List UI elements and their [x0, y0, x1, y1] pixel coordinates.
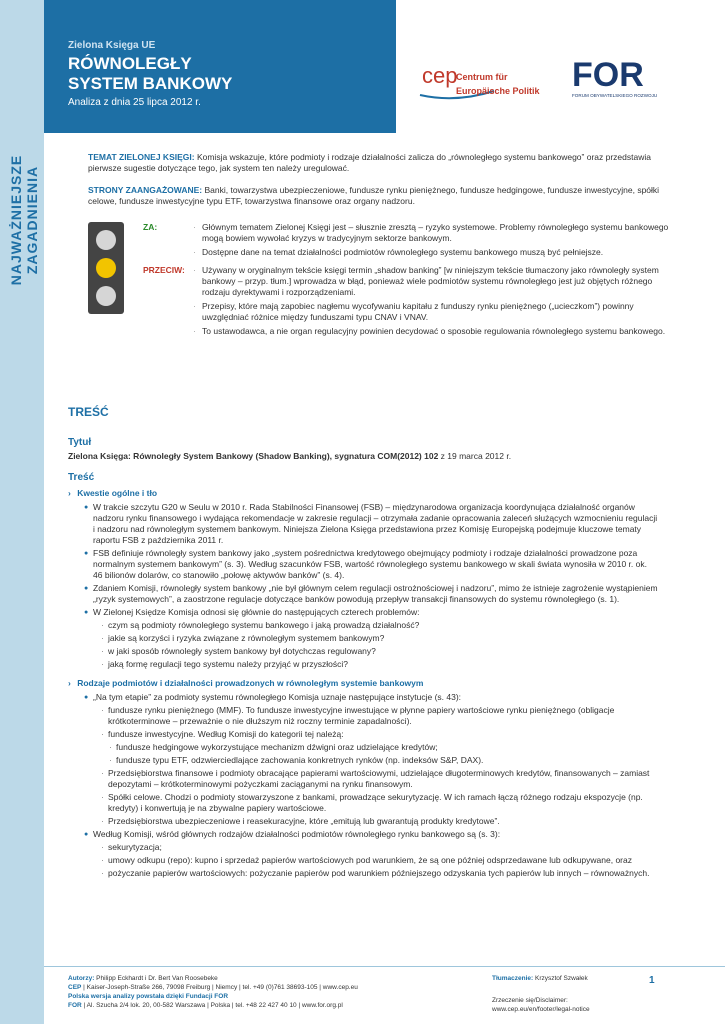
cep-name [456, 70, 540, 98]
sublist-item: · fundusze inwestycyjne. Według Komisji do kategorii tej należą: [101, 729, 658, 740]
sublist-item: · umowy odkupu (repo): kupno i sprzedaż papierów wartościowych pod warunkiem, że są one później odsprzedawane lub odkupywane, oraz [101, 855, 658, 866]
list-item-text: W Zielonej Księdze Komisja odnosi się głównie do następujących czterech problemów: [93, 607, 420, 617]
title-heading: Tytuł [68, 437, 92, 448]
document-reference [68, 451, 658, 462]
parties-block [88, 185, 678, 207]
for-label: FOR [68, 1002, 82, 1009]
sublist [101, 705, 658, 740]
page-footer [44, 966, 725, 1024]
sublist-item: · czym są podmioty równoległego systemu bankowego i jaką prowadzą działalność? [101, 620, 658, 631]
list-item [84, 692, 658, 827]
disclaimer-label: Zrzeczenie się/Disclaimer: [492, 997, 568, 1004]
vertical-label-line-2: ZAGADNIENIA [24, 165, 40, 275]
list-item-text: FSB definiuje równoległy system bankowy jako „system pośrednictwa kredytowego obejmujący podmioty i rodzaje działalności prowadzone poza normalnym systemem bankowym” (s. 3). Według szacunków FSB, wartość równoległego systemu bankowego w skali świata wynosiła w 2010 r. ok. 46 bilionów dolarów, co stanowiło „połowę aktywów banków” (s. 4). [93, 548, 647, 580]
traffic-light-yellow-icon [96, 258, 116, 278]
polish-version-label: Polska wersja analizy powstała dzięki Fundacji FOR [68, 993, 229, 1000]
contra-item: · Używany w oryginalnym tekście księgi termin „shadow banking” [w niniejszym tekście tłumaczony jako równoległy system bankowy – przyp. tłum.] wprowadza w błąd, ponieważ wiele podmiotów systemu równoległego jest już objętych różnego rodzaju dyrektywami i rozporządzeniami. [193, 265, 673, 298]
contra-label: PRZECIW: [143, 265, 185, 275]
sublist-item: · pożyczanie papierów wartościowych: pożyczanie papierów pod warunkiem późniejszego odzyskania tych papierów lub innych – równoważnych. [101, 868, 658, 879]
cep-name-line-2: Europäische Politik [456, 86, 540, 96]
parties-text: Banki, towarzystwa ubezpieczeniowe, fundusze rynku pieniężnego, fundusze hedgingowe, fundusze inwestycyjne, spółki celowe, fundusze inwestycyjne typu ETF, towarzystwa finansowe oraz organy nadzoru. [88, 185, 660, 206]
list-item-text: W trakcie szczytu G20 w Seulu w 2010 r. Rada Stabilności Finansowej (FSB) – międzynarodowa organizacja koordynująca działalność organów nadzoru rynku finansowego i wydająca rekomendacje w zakresie regulacji – otrzymała zadanie opracowania zaleceń służących wzmocnieniu regulacji i nadzoru nad równoległym systemem bankowym. Niniejsza Zielona Księga przedstawiona przez Komisję Europejską podejmuje kluczowe tematy raportu FSB z października 2011 r. [93, 502, 658, 545]
header-subtitle: Zielona Księga UE [68, 40, 156, 51]
page-header [44, 0, 725, 133]
list-item [84, 607, 658, 670]
pro-item: · Dostępne dane na temat działalności podmiotów równoległego systemu bankowego muszą być pełniejsze. [193, 247, 673, 258]
list-item-text: „Na tym etapie” za podmioty systemu równoległego Komisja uznaje następujące instytucje (s. 43): [93, 692, 462, 702]
cep-label: CEP [68, 984, 82, 991]
sublist-item: · Spółki celowe. Chodzi o podmioty stowarzyszone z bankami, prowadzące sekurytyzację. W ich ramach łączą różnego rodzaju ekspozycje (np. kredyty) i konwertują je na zbywalne papiery wartościowe. [101, 792, 658, 814]
sublist-item: · fundusze rynku pieniężnego (MMF). To fundusze inwestycyjne inwestujące w płynne papiery wartościowe rynku pieniężnego (obligacje krótkoterminowe – przeważnie o nie dłuższym niż roczny terminie zapadalności). [101, 705, 658, 727]
for-address: | Al. Szucha 2/4 lok. 20, 00-582 Warszawa | Polska | tel. +48 22 427 40 10 | www.for.org.pl [81, 1002, 343, 1009]
contra-list [193, 265, 673, 340]
list-item-text: Zdaniem Komisji, równoległy system bankowy „nie był głównym celem regulacji ostrożnościowej i nadzoru”, mimo że istnieje zagrożenie wystąpieniem „ryzyk systemowych”, a zaostrzone regulacje dotyczące banków powodują przepływ transakcji finansowych do systemu równoległego (s. 1). [93, 583, 658, 604]
footer-cep-address [68, 983, 468, 992]
sublist-item: · jaką formę regulacji tego systemu należy przyjąć w przyszłości? [101, 659, 658, 670]
pro-item: · Głównym tematem Zielonej Księgi jest – słusznie zresztą – ryzyko systemowe. Problemy równoległego systemu bankowego mogą bowiem wywołać kryzys w tradycyjnym sektorze bankowym. [193, 222, 673, 244]
list-item [84, 583, 658, 605]
sublist-item: · w jaki sposób równoległy system bankowy był dotychczas regulowany? [101, 646, 658, 657]
list-item-text: Według Komisji, wśród głównych rodzajów działalności podmiotów równoległego rynku bankowego są (s. 3): [93, 829, 501, 839]
traffic-light-top-icon [96, 230, 116, 250]
list-item [84, 548, 658, 581]
content-subheading: Treść [68, 472, 95, 483]
contra-item: · Przepisy, które mają zapobiec nagłemu wycofywaniu kapitału z funduszy rynku pieniężnego („ucieczkom”) powinny uwzględniać różnice między funduszami typu CNAV i VNAV. [193, 301, 673, 323]
sublist-item: · fundusze typu ETF, odzwierciedlające zachowania konkretnych rynków (np. indeksów S&P, DAX). [109, 755, 658, 766]
topic-text: Komisja wskazuje, które podmioty i rodzaje działalności zalicza do „równoległego systemu bankowego” oraz przedstawia pierwsze sugestie dotyczące tego, jak system ten należy uregulować. [88, 152, 651, 173]
sublist-item: · Przedsiębiorstwa finansowe i podmioty obracające papierami wartościowymi, udzielające długoterminowych kredytów, finansowanych – zamiast depozytami – krótkoterminowymi pożyczkami zaciąganymi na rynku finansowym. [101, 768, 658, 790]
header-title-band [44, 0, 396, 133]
traffic-light-bottom-icon [96, 286, 116, 306]
content-heading: TREŚĆ [68, 405, 109, 419]
analysis-date: Analiza z dnia 25 lipca 2012 r. [68, 97, 201, 108]
translator-name: Krzysztof Szwałek [533, 975, 588, 982]
list-item [84, 502, 658, 546]
footer-translation [492, 974, 642, 983]
topic-general-background: › Kwestie ogólne i tło [68, 488, 658, 498]
sublist-item: · Przedsiębiorstwa ubezpieczeniowe i reasekuracyjne, które „emitują lub gwarantują produkty kredytowe”. [101, 816, 658, 827]
topic1-list [84, 502, 658, 670]
parties-label: STRONY ZAANGAŻOWANE: [88, 185, 203, 195]
sublist [101, 842, 658, 879]
cep-mark: cep [422, 63, 458, 88]
pro-list [193, 222, 673, 261]
sublist-nested [109, 742, 658, 766]
main-content [68, 405, 658, 881]
title-line-2: SYSTEM BANKOWY [68, 74, 233, 93]
topic-block [88, 152, 673, 174]
contra-item: · To ustawodawca, a nie organ regulacyjny powinien decydować o sposobie regulowania równoległego systemu bankowego. [193, 326, 673, 337]
cep-address: | Kaiser-Joseph-Straße 266, 79098 Freiburg | Niemcy | tel. +49 (0)761 38693-105 | www.cep.eu [81, 984, 358, 991]
traffic-light-icon [88, 222, 124, 314]
pro-label: ZA: [143, 222, 158, 232]
footer-polish-version [68, 992, 468, 1001]
list-item [84, 829, 658, 879]
title-line-1: RÓWNOLEGŁY [68, 54, 192, 73]
for-logo-icon [570, 54, 660, 100]
authors-label: Autorzy: [68, 975, 95, 982]
topic-label: TEMAT ZIELONEJ KSIĘGI: [88, 152, 195, 162]
translation-label: Tłumaczenie: [492, 975, 534, 982]
footer-authors [68, 974, 468, 983]
cep-name-line-1: Centrum für [456, 72, 508, 82]
topic2-list [84, 692, 658, 879]
sublist-item: · fundusze hedgingowe wykorzystujące mechanizm dźwigni oraz udzielające kredytów; [109, 742, 658, 753]
topic-entities-activities: › Rodzaje podmiotów i działalności prowadzonych w równoległym systemie bankowym [68, 678, 658, 688]
footer-for-address [68, 1001, 468, 1010]
footer-disclaimer [492, 996, 652, 1014]
sublist-item: · sekurytyzacja; [101, 842, 658, 853]
key-issues-vertical-label [8, 120, 40, 320]
page-number: 1 [649, 975, 655, 986]
for-tagline: FORUM OBYWATELSKIEGO ROZWOJU [572, 93, 658, 98]
document-reference-date: z 19 marca 2012 r. [438, 451, 512, 461]
document-title [68, 54, 232, 94]
sublist [101, 620, 658, 670]
vertical-label-line-1: NAJWAŻNIEJSZE [8, 154, 24, 286]
footer-credits [68, 974, 468, 1010]
document-reference-bold: Zielona Księga: Równoległy System Bankowy (Shadow Banking), sygnatura COM(2012) 102 [68, 451, 439, 461]
for-mark: FOR [572, 56, 644, 94]
disclaimer-link[interactable]: www.cep.eu/en/footer/legal-notice [492, 1006, 590, 1013]
sublist [101, 768, 658, 827]
sublist-item: · jakie są korzyści i ryzyka związane z równoległym systemem bankowym? [101, 633, 658, 644]
authors-names: Philipp Eckhardt i Dr. Bert Van Roosebeke [94, 975, 218, 982]
